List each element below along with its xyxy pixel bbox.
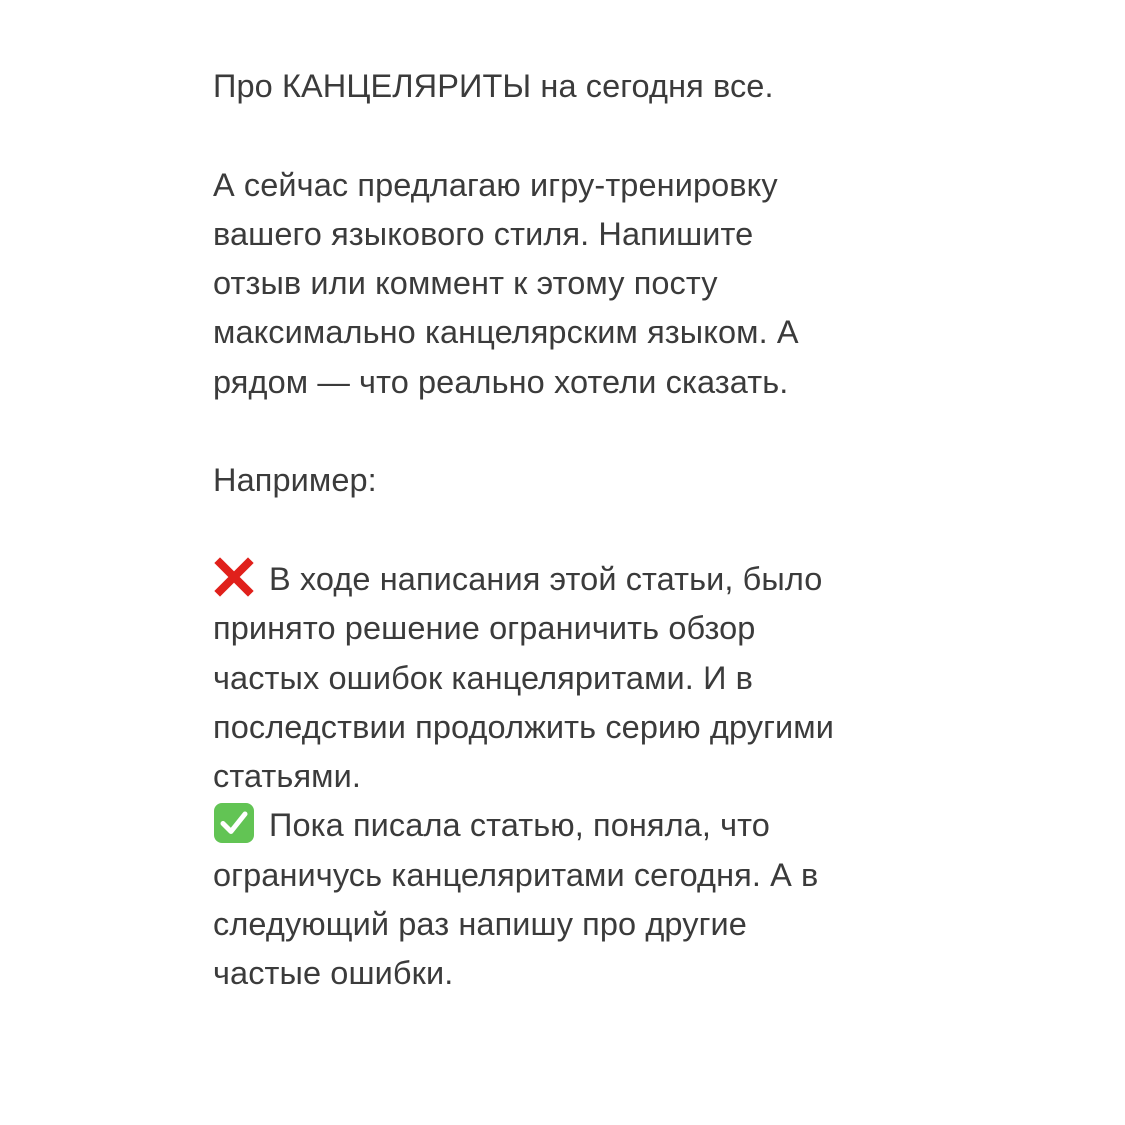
right-example <box>213 801 933 998</box>
wrong-example-text: В ходе написания этой статьи, было принято решение ограничить обзор частых ошибок канцеляритами. И в последствии продолжить серию другими статьями. <box>213 560 835 795</box>
spacer <box>213 506 933 555</box>
spacer <box>213 407 933 456</box>
game-invitation-paragraph: А сейчас предлагаю игру-тренировку вашего языкового стиля. Напишите отзыв или коммент к этому посту максимально канцелярским языком. А рядом — что реально хотели сказать. <box>213 166 799 400</box>
wrong-example <box>213 555 933 801</box>
intro-line: Про КАНЦЕЛЯРИТЫ на сегодня все. <box>213 68 774 104</box>
cross-mark-icon <box>213 556 255 598</box>
right-example-text: Пока писала статью, поняла, что ограничусь канцеляритами сегодня. А в следующий раз напишу про другие частые ошибки. <box>213 807 819 992</box>
post-text <box>213 62 933 999</box>
spacer <box>213 111 933 160</box>
check-mark-icon <box>213 802 255 844</box>
example-label: Например: <box>213 462 377 499</box>
